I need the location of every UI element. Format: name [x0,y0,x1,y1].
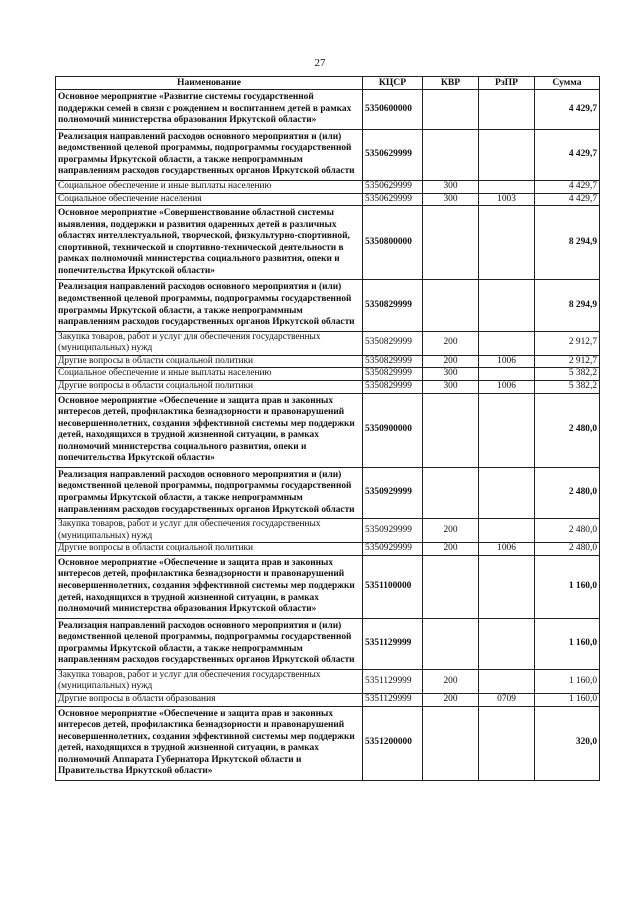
cell-kvr: 200 [423,331,479,355]
table-row [56,206,600,280]
cell-kcsr: 5351129999 [363,669,423,693]
cell-rzpr [479,280,535,331]
cell-kvr: 200 [423,543,479,556]
cell-name: Основное мероприятие «Обеспечение и защита прав и законных интересов детей, профилактика безнадзорности и правонарушений несовершеннолетних, создания эффективной системы мер поддержки детей, находящихся в трудной жизненной ситуации, в рамках полномочий министерства образования Иркутской области» [56,555,363,618]
cell-name: Социальное обеспечение и иные выплаты населению [56,368,363,381]
cell-name: Социальное обеспечение и иные выплаты населению [56,180,363,193]
cell-name: Основное мероприятие «Совершенствование областной системы выявления, поддержки и развития одаренных детей в различных областях интеллектуальной, творческой, физкультурно-спортивной, спортивной, технической и спортивно-технической деятельности в рамках полномочий министерства социального развития, опеки и попечительства Иркутской области» [56,206,363,280]
cell-name: Закупка товаров, работ и услуг для обеспечения государственных (муниципальных) нужд [56,331,363,355]
cell-rzpr [479,206,535,280]
header-kcsr: КЦСР [363,77,423,90]
table-row [56,280,600,331]
cell-kcsr: 5351100000 [363,555,423,618]
table-row [56,467,600,518]
cell-sum: 1 160,0 [535,618,600,669]
cell-kcsr: 5351129999 [363,618,423,669]
cell-rzpr [479,393,535,467]
cell-rzpr [479,618,535,669]
table-row [56,555,600,618]
cell-kvr [423,706,479,780]
cell-sum: 4 429,7 [535,90,600,130]
cell-kcsr: 5350800000 [363,206,423,280]
cell-name: Другие вопросы в области социальной политики [56,355,363,368]
table-body [56,90,600,781]
table-row [56,355,600,368]
cell-rzpr: 1006 [479,543,535,556]
cell-rzpr [479,129,535,180]
cell-sum: 5 382,2 [535,380,600,393]
cell-rzpr: 1006 [479,380,535,393]
table-row [56,706,600,780]
cell-kvr [423,393,479,467]
cell-kvr: 200 [423,355,479,368]
cell-kvr: 300 [423,193,479,206]
cell-name: Реализация направлений расходов основного мероприятия и (или) ведомственной целевой программы, подпрограммы государственной программы Иркутской области, а также непрограммным направлениям расходов государственных органов Иркутской области [56,618,363,669]
cell-sum: 2 912,7 [535,331,600,355]
cell-name: Закупка товаров, работ и услуг для обеспечения государственных (муниципальных) нужд [56,519,363,543]
cell-name: Другие вопросы в области образования [56,694,363,707]
cell-kvr [423,90,479,130]
table-row [56,393,600,467]
cell-kcsr: 5350929999 [363,519,423,543]
cell-kvr [423,280,479,331]
cell-kcsr: 5350829999 [363,380,423,393]
cell-name: Реализация направлений расходов основного мероприятия и (или) ведомственной целевой программы, подпрограммы государственной программы Иркутской области, а также непрограммным направлениям расходов государственных органов Иркутской области [56,129,363,180]
header-kvr: КВР [423,77,479,90]
cell-kcsr: 5351129999 [363,694,423,707]
cell-sum: 1 160,0 [535,555,600,618]
cell-name: Реализация направлений расходов основного мероприятия и (или) ведомственной целевой программы, подпрограммы государственной программы Иркутской области, а также непрограммным направлениям расходов государственных органов Иркутской области [56,280,363,331]
cell-sum: 2 480,0 [535,543,600,556]
cell-sum: 1 160,0 [535,669,600,693]
cell-rzpr [479,555,535,618]
table-row [56,193,600,206]
cell-kcsr: 5350929999 [363,543,423,556]
cell-rzpr [479,331,535,355]
table-row [56,129,600,180]
cell-kvr: 300 [423,380,479,393]
budget-table [55,76,600,781]
cell-kcsr: 5350600000 [363,90,423,130]
cell-sum: 8 294,9 [535,280,600,331]
table-header-row [56,77,600,90]
cell-sum: 8 294,9 [535,206,600,280]
cell-kvr [423,555,479,618]
header-rzpr: РзПР [479,77,535,90]
cell-kcsr: 5350900000 [363,393,423,467]
cell-kcsr: 5350829999 [363,280,423,331]
cell-sum: 5 382,2 [535,368,600,381]
table-row [56,331,600,355]
cell-name: Реализация направлений расходов основного мероприятия и (или) ведомственной целевой программы, подпрограммы государственной программы Иркутской области, а также непрограммным направлениям расходов государственных органов Иркутской области [56,467,363,518]
cell-kvr [423,129,479,180]
table-row [56,669,600,693]
cell-kcsr: 5350829999 [363,355,423,368]
table-row [56,180,600,193]
cell-sum: 2 912,7 [535,355,600,368]
table-row [56,90,600,130]
table-row [56,543,600,556]
header-sum: Сумма [535,77,600,90]
cell-sum: 2 480,0 [535,519,600,543]
cell-rzpr [479,180,535,193]
cell-name: Другие вопросы в области социальной политики [56,380,363,393]
cell-rzpr [479,706,535,780]
cell-kvr: 200 [423,669,479,693]
cell-kvr: 300 [423,180,479,193]
cell-sum: 2 480,0 [535,467,600,518]
header-name: Наименование [56,77,363,90]
cell-rzpr: 0709 [479,694,535,707]
cell-kcsr: 5350829999 [363,368,423,381]
cell-kvr [423,467,479,518]
table-row [56,618,600,669]
cell-name: Основное мероприятие «Обеспечение и защита прав и законных интересов детей, профилактика безнадзорности и правонарушений несовершеннолетних, создания эффективной системы мер поддержки детей, находящихся в трудной жизненной ситуации, в рамках полномочий Аппарата Губернатора Иркутской области и Правительства Иркутской области» [56,706,363,780]
cell-rzpr: 1003 [479,193,535,206]
cell-kvr: 200 [423,694,479,707]
cell-kcsr: 5350829999 [363,331,423,355]
cell-sum: 2 480,0 [535,393,600,467]
cell-kcsr: 5350629999 [363,193,423,206]
cell-kcsr: 5350929999 [363,467,423,518]
cell-rzpr [479,368,535,381]
cell-sum: 1 160,0 [535,694,600,707]
cell-name: Социальное обеспечение населения [56,193,363,206]
page-number: 27 [314,57,326,69]
cell-rzpr: 1006 [479,355,535,368]
table-row [56,694,600,707]
table-row [56,380,600,393]
cell-kcsr: 5351200000 [363,706,423,780]
cell-name: Основное мероприятие «Обеспечение и защита прав и законных интересов детей, профилактика безнадзорности и правонарушений несовершеннолетних, создания эффективной системы мер поддержки детей, находящихся в трудной жизненной ситуации, в рамках полномочий министерства социального развития, опеки и попечительства Иркутской области» [56,393,363,467]
cell-name: Основное мероприятие «Развитие системы государственной поддержки семей в связи с рождением и воспитанием детей в рамках полномочий министерства образования Иркутской области» [56,90,363,130]
cell-kvr: 300 [423,368,479,381]
cell-kcsr: 5350629999 [363,129,423,180]
cell-rzpr [479,519,535,543]
cell-name: Другие вопросы в области социальной политики [56,543,363,556]
cell-rzpr [479,90,535,130]
cell-sum: 320,0 [535,706,600,780]
cell-name: Закупка товаров, работ и услуг для обеспечения государственных (муниципальных) нужд [56,669,363,693]
table-row [56,368,600,381]
cell-kvr [423,618,479,669]
cell-rzpr [479,669,535,693]
cell-rzpr [479,467,535,518]
cell-sum: 4 429,7 [535,129,600,180]
cell-sum: 4 429,7 [535,180,600,193]
cell-kvr: 200 [423,519,479,543]
table-row [56,519,600,543]
cell-kvr [423,206,479,280]
cell-kcsr: 5350629999 [363,180,423,193]
cell-sum: 4 429,7 [535,193,600,206]
